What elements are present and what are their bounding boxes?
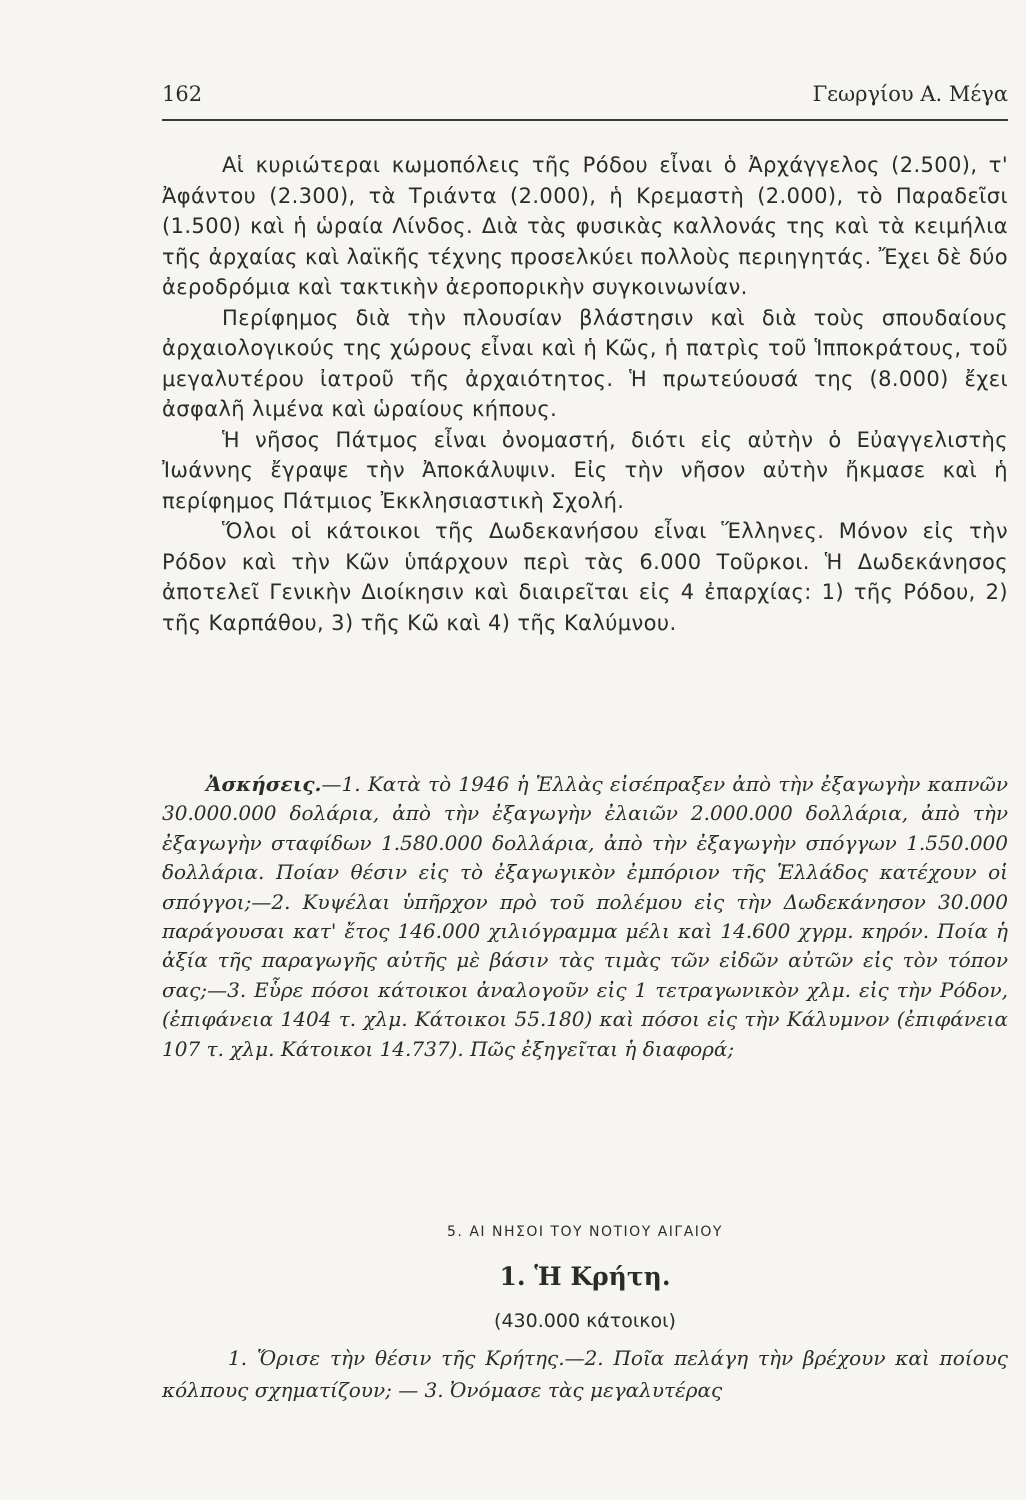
paragraph-kos: Περίφημος διὰ τὴν πλουσίαν βλάστησιν καὶ διὰ τοὺς σπουδαίους ἀρχαιολογικούς της χώρους εἶναι καὶ ἡ Κῶς, ἡ πατρὶς τοῦ Ἱπποκράτους, τοῦ μεγαλυτέρου ἰατροῦ τῆς ἀρχαιότητος. Ἡ πρωτεύουσά της (8.000) ἔχει ἀσφαλῆ λιμένα καὶ ὡραίους κήπους.: [162, 305, 1008, 421]
exercises-block: [162, 770, 1008, 1064]
paragraph-rhodes-towns: Αἱ κυριώτεραι κωμοπόλεις τῆς Ρόδου εἶναι ὁ Ἀρχάγγελος (2.500), τ' Ἀφάντου (2.300), τὰ Τριάντα (2.000), ἡ Κρεμαστὴ (2.000), τὸ Παραδεῖσι (1.500) καὶ ἡ ὡραία Λίνδος. Διὰ τὰς φυσικὰς καλλονάς της καὶ τὰ κειμήλια τῆς ἀρχαίας καὶ λαϊκῆς τέχνης προσελκύει πολλοὺς περιηγητάς. Ἔχει δὲ δύο ἀεροδρόμια καὶ τακτικὴν ἀεροπορικὴν συγκοινωνίαν.: [162, 153, 1008, 299]
paragraph-dodecanese-inhabitants: Ὅλοι οἱ κάτοικοι τῆς Δωδεκανήσου εἶναι Ἕλληνες. Μόνον εἰς τὴν Ρόδον καὶ τὴν Κῶν ὑπάρχουν περὶ τὰς 6.000 Τοῦρκοι. Ἡ Δωδεκάνησος ἀποτελεῖ Γενικὴν Διοίκησιν καὶ διαιρεῖται εἰς 4 ἐπαρχίας: 1) τῆς Ρόδου, 2) τῆς Καρπάθου, 3) τῆς Κῶ καὶ 4) τῆς Καλύμνου.: [162, 519, 1008, 635]
header-rule: [162, 119, 1008, 121]
exercises-label: Ἀσκήσεις.: [206, 772, 322, 796]
page-header: [162, 82, 1008, 122]
running-head: Γεωργίου Α. Μέγα: [812, 82, 1008, 106]
main-text: [162, 150, 1008, 638]
population-note: (430.000 κάτοικοι): [494, 1310, 676, 1332]
page-number: 162: [162, 82, 203, 106]
paragraph-patmos: Ἡ νῆσος Πάτμος εἶναι ὀνομαστή, διότι εἰς αὐτὴν ὁ Εὐαγγελιστὴς Ἰωάννης ἔγραψε τὴν Ἀποκάλυψιν. Εἰς τὴν νῆσον αὐτὴν ἤκμασε καὶ ἡ περίφημος Πάτμιος Ἐκκλησιαστικὴ Σχολή.: [162, 427, 1008, 513]
section-heading: 5. ΑΙ ΝΗΣΟΙ ΤΟΥ ΝΟΤΙΟΥ ΑΙΓΑΙΟΥ: [447, 1224, 723, 1240]
crete-questions: 1. Ὅρισε τὴν θέσιν τῆς Κρήτης.—2. Ποῖα πελάγη τὴν βρέχουν καὶ ποίους κόλπους σχηματίζουν; — 3. Ὀνόμασε τὰς μεγαλυτέρας: [162, 1346, 1008, 1402]
chapter-title: 1. Ἡ Κρήτη.: [499, 1262, 671, 1291]
exercises-text: —1. Κατὰ τὸ 1946 ἡ Ἑλλὰς εἰσέπραξεν ἀπὸ τὴν ἐξαγωγὴν καπνῶν 30.000.000 δολάρια, ἀπὸ τὴν ἐξαγωγὴν ἐλαιῶν 2.000.000 δολλάρια, ἀπὸ τὴν ἐξαγωγὴν σταφίδων 1.580.000 δολλάρια, ἀπὸ τὴν ἐξαγωγὴν σπόγγων 1.550.000 δολλάρια. Ποίαν θέσιν εἰς τὸ ἐξαγωγικὸν ἐμπόριον τῆς Ἑλλάδος κατέχουν οἱ σπόγγοι;—2. Κυψέλαι ὑπῆρχον πρὸ τοῦ πολέμου εἰς τὴν Δωδεκάνησον 30.000 παράγουσαι κατ' ἔτος 146.000 χιλιόγραμμα μέλι καὶ 14.600 χγρμ. κηρόν. Ποία ἡ ἀξία τῆς παραγωγῆς αὐτῆς μὲ βάσιν τὰς τιμὰς τῶν εἰδῶν αὐτῶν εἰς τὸν τόπον σας;—3. Εὗρε πόσοι κάτοικοι ἀναλογοῦν εἰς 1 τετραγωνικὸν χλμ. εἰς τὴν Ρόδον, (ἐπιφάνεια 1404 τ. χλμ. Κάτοικοι 55.180) καὶ πόσοι εἰς τὴν Κάλυμνον (ἐπιφάνεια 107 τ. χλμ. Κάτοικοι 14.737). Πῶς ἐξηγεῖται ἡ διαφορά;: [162, 772, 1008, 1061]
